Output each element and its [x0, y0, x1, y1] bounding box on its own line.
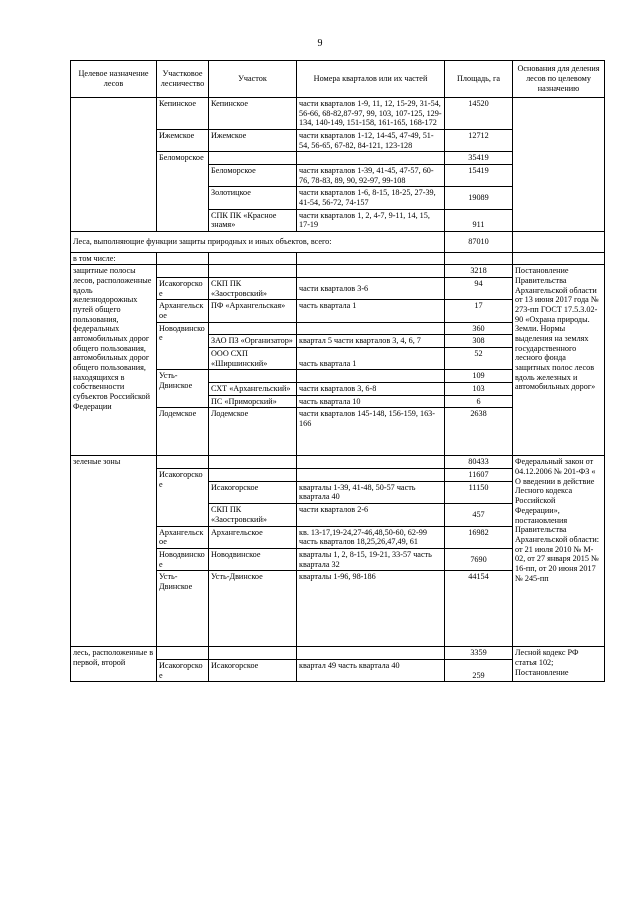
- cell-area: 17: [445, 300, 513, 322]
- cell-area: 94: [445, 278, 513, 300]
- cell-basis-empty: [513, 232, 605, 253]
- cell-district: Исакогорское: [157, 659, 209, 681]
- cell-area: 15419: [445, 165, 513, 187]
- cell-area: 360: [445, 322, 513, 335]
- cell-quarters: кв. 13-17,19-24,27-46,48,50-60, 62-99 часть кварталов 18,25,26,47,49, 61: [297, 526, 445, 548]
- cell-quarters: части кварталов 1-12, 14-45, 47-49, 51-54, 56-65, 67-82, 84-121, 123-128: [297, 130, 445, 152]
- cell-site-empty: [209, 456, 297, 469]
- cell-quarters-empty: [297, 469, 445, 482]
- header-quarters: Номера кварталов или их частей: [297, 61, 445, 98]
- cell-site: Кепинское: [209, 98, 297, 130]
- cell-area: 19089: [445, 187, 513, 209]
- cell-district: Новодвинское: [157, 322, 209, 370]
- cell-purpose-empty: [71, 98, 157, 232]
- cell-area: 80433: [445, 456, 513, 469]
- cell-area: 3218: [445, 265, 513, 278]
- cell-total-area: 87010: [445, 232, 513, 253]
- table-header-row: [71, 61, 605, 98]
- forest-purpose-table: [70, 60, 605, 682]
- cell-site: Ижемское: [209, 130, 297, 152]
- cell-site: ООО СХП «Ширшинский»: [209, 348, 297, 370]
- table-row: [71, 456, 605, 469]
- cell-area: 44154: [445, 571, 513, 647]
- cell-district: Лодемское: [157, 408, 209, 456]
- cell-quarters-empty: [297, 322, 445, 335]
- cell-quarters: части кварталов 145-148, 156-159, 163-166: [297, 408, 445, 456]
- header-area: Площадь, га: [445, 61, 513, 98]
- cell-district: Исакогорское: [157, 278, 209, 300]
- cell-quarters: части кварталов 2-6: [297, 504, 445, 526]
- cell-area: 3359: [445, 647, 513, 660]
- header-site: Участок: [209, 61, 297, 98]
- cell-site: Новодвинское: [209, 548, 297, 570]
- cell-total-label: Леса, выполняющие функции защиты природных и иных объектов, всего:: [71, 232, 445, 253]
- cell-site-empty: [209, 152, 297, 165]
- cell-site: ЗАО ПЗ «Организатор»: [209, 335, 297, 348]
- cell-quarters-empty: [297, 647, 445, 660]
- cell-site: ПС «Приморский»: [209, 395, 297, 408]
- cell-district: Усть-Двинское: [157, 370, 209, 408]
- cell-site-empty: [209, 322, 297, 335]
- cell-site: Исакогорское: [209, 659, 297, 681]
- cell-quarters: кварталы 1, 2, 8-15, 19-21, 33-57 часть квартала 32: [297, 548, 445, 570]
- cell-basis-empty: [513, 98, 605, 232]
- cell-quarters: квартал 49 часть квартала 40: [297, 659, 445, 681]
- cell-purpose: защитные полосы лесов, расположенные вдоль железнодорожных путей общего пользования, федеральных автомобильных дорог общего пользования, автомобильных дорог общего пользования, находящихся в собственности субъектов Российской Федерации: [71, 265, 157, 456]
- cell-area: 12712: [445, 130, 513, 152]
- header-district: Участковое лесничество: [157, 61, 209, 98]
- cell-area: 16982: [445, 526, 513, 548]
- cell-quarters: часть квартала 1: [297, 300, 445, 322]
- cell-area: 259: [445, 659, 513, 681]
- cell-quarters: части кварталов 1, 2, 4-7, 9-11, 14, 15, 17-19: [297, 209, 445, 231]
- cell-site: Лодемское: [209, 408, 297, 456]
- cell-including: в том числе:: [71, 252, 157, 265]
- cell-site: Золотицкое: [209, 187, 297, 209]
- cell-quarters: кварталы 1-96, 98-186: [297, 571, 445, 647]
- cell-site: Усть-Двинское: [209, 571, 297, 647]
- cell-quarters-empty: [297, 265, 445, 278]
- cell-area: 35419: [445, 152, 513, 165]
- cell-district-empty: [157, 647, 209, 660]
- cell-site-empty: [209, 469, 297, 482]
- cell-area: 6: [445, 395, 513, 408]
- cell-basis: Лесной кодекс РФ статья 102; Постановление: [513, 647, 605, 682]
- cell-area: 109: [445, 370, 513, 383]
- cell-site: ПФ «Архангельская»: [209, 300, 297, 322]
- cell-area: 52: [445, 348, 513, 370]
- cell-quarters: часть квартала 1: [297, 348, 445, 370]
- cell-district: Усть-Двинское: [157, 571, 209, 647]
- cell-area: 2638: [445, 408, 513, 456]
- cell-quarters-empty: [297, 456, 445, 469]
- cell-area: 308: [445, 335, 513, 348]
- cell-site: СХТ «Архангельский»: [209, 383, 297, 396]
- cell-site: Беломорское: [209, 165, 297, 187]
- cell-area: 11150: [445, 481, 513, 503]
- cell-district: Кепинское: [157, 98, 209, 130]
- cell-area: 7690: [445, 548, 513, 570]
- cell-quarters: часть квартала 10: [297, 395, 445, 408]
- cell-basis: Федеральный закон от 04.12.2006 № 201-ФЗ « О введении в действие Лесного кодекса Российской Федерации», постановления Правительства Архангельской области: от 21 июля 2010 № М- 02, от 27 января 2015 № 16-пп, от 20 июня 2017 № 245-пп: [513, 456, 605, 647]
- cell-district: Новодвинское: [157, 548, 209, 570]
- cell-purpose: лесь, расположенные в первой, второй: [71, 647, 157, 682]
- cell-area: 457: [445, 504, 513, 526]
- table-row: [71, 98, 605, 130]
- cell-site-empty: [209, 370, 297, 383]
- cell-area: 11607: [445, 469, 513, 482]
- cell-quarters: кварталы 1-39, 41-48, 50-57 часть квартала 40: [297, 481, 445, 503]
- cell-site: СКП ПК «Заостровский»: [209, 504, 297, 526]
- cell-quarters: квартал 5 части кварталов 3, 4, 6, 7: [297, 335, 445, 348]
- cell-quarters: части кварталов 3, 6-8: [297, 383, 445, 396]
- cell-area: 911: [445, 209, 513, 231]
- cell-area: 14520: [445, 98, 513, 130]
- cell-site: СПК ПК «Красное знамя»: [209, 209, 297, 231]
- cell-district: Архангельское: [157, 526, 209, 548]
- table-row: [71, 252, 605, 265]
- cell-quarters: части кварталов 1-39, 41-45, 47-57, 60-76, 78-83, 89, 90, 92-97, 99-108: [297, 165, 445, 187]
- table-row-total: [71, 232, 605, 253]
- table-row: [71, 647, 605, 660]
- cell-purpose: зеленые зоны: [71, 456, 157, 647]
- cell-site: Архангельское: [209, 526, 297, 548]
- cell-district-empty: [157, 456, 209, 469]
- cell-district: Беломорское: [157, 152, 209, 232]
- cell-area: 103: [445, 383, 513, 396]
- cell-quarters: части кварталов 1-9, 11, 12, 15-29, 31-54, 56-66, 68-82,87-97, 99, 103, 107-125, 129-134, 140-149, 151-158, 161-165, 168-172: [297, 98, 445, 130]
- header-basis: Основания для деления лесов по целевому назначению: [513, 61, 605, 98]
- page-number: 9: [317, 38, 323, 49]
- cell-site-empty: [209, 265, 297, 278]
- table-row: [71, 265, 605, 278]
- cell-site: Исакогорское: [209, 481, 297, 503]
- cell-quarters-empty: [297, 370, 445, 383]
- cell-basis: Постановление Правительства Архангельской области от 13 июня 2017 года № 273-пп ГОСТ 17.5.3.02-90 «Охрана природы. Земли. Нормы выделения на землях государственного лесного фонда защитных полос лесов вдоль железных и автомобильных дорог»: [513, 265, 605, 456]
- cell-district: Архангельское: [157, 300, 209, 322]
- cell-site: СКП ПК «Заостровский»: [209, 278, 297, 300]
- cell-quarters: части кварталов 1-6, 8-15, 18-25, 27-39, 41-54, 56-72, 74-157: [297, 187, 445, 209]
- cell-site-empty: [209, 647, 297, 660]
- header-purpose: Целевое назначение лесов: [71, 61, 157, 98]
- cell-district: Ижемское: [157, 130, 209, 152]
- cell-district: Исакогорское: [157, 469, 209, 526]
- cell-quarters-empty: [297, 152, 445, 165]
- cell-quarters: части кварталов 3-6: [297, 278, 445, 300]
- cell-district-empty: [157, 265, 209, 278]
